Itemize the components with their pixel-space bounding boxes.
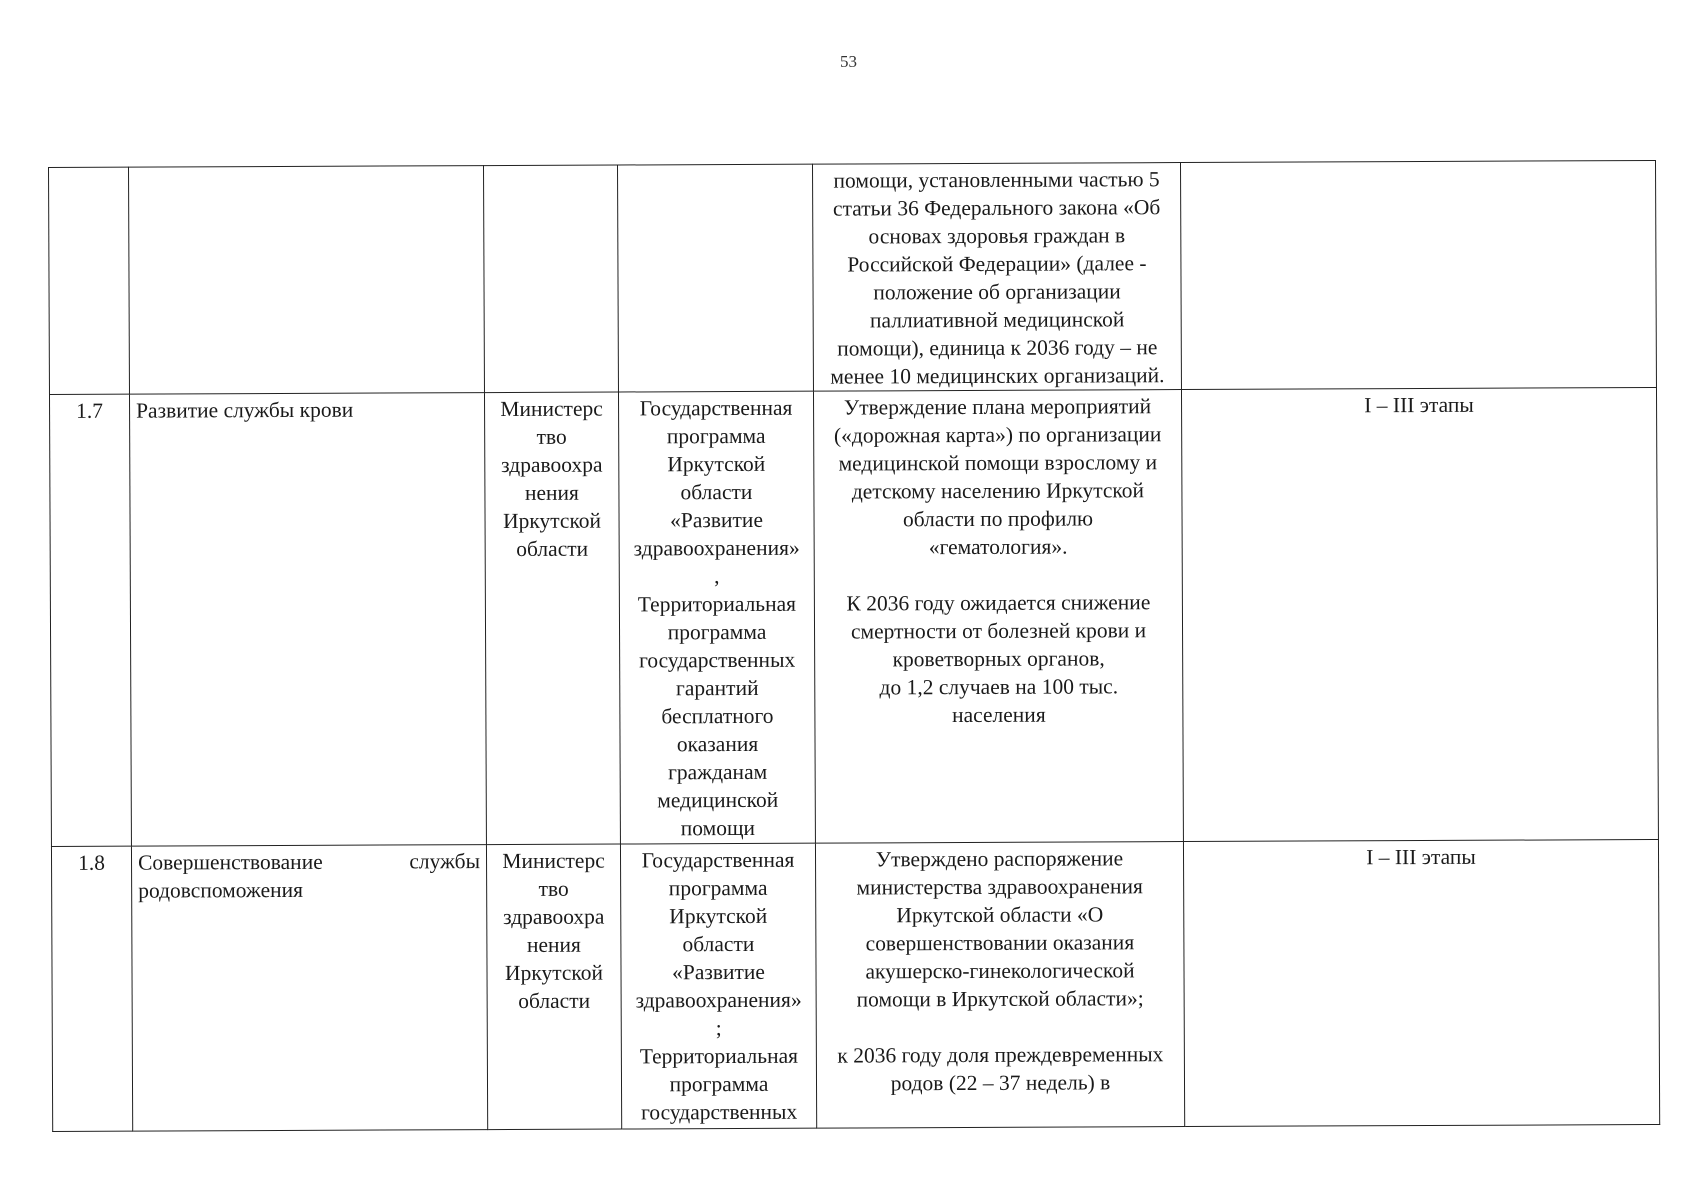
result-line: родов (22 – 37 недель) в — [890, 1070, 1111, 1096]
program-line: программа — [667, 619, 767, 645]
result-line: помощи, установленными частью 5 — [833, 167, 1160, 193]
result-line: Утверждение плана мероприятий — [843, 394, 1152, 420]
row-number-cell: 1.8 — [51, 846, 132, 1131]
stages-cell: I – III этапы — [1181, 387, 1658, 841]
measures-table — [48, 160, 1660, 1132]
result-line: совершенствовании оказания — [865, 930, 1135, 956]
program-cell — [618, 391, 815, 844]
paragraph-gap — [821, 560, 1176, 590]
program-line: медицинской — [657, 787, 779, 813]
measure-name-word: службы — [409, 849, 481, 874]
program-line: программа — [669, 1071, 769, 1097]
program-line: «Развитие — [672, 959, 765, 985]
executor-line: Министерс — [502, 848, 605, 874]
executor-line: Министерс — [500, 396, 603, 422]
executor-line: здравоохра — [503, 904, 605, 930]
row-number-cell: 1.7 — [49, 394, 131, 846]
measure-name-word: Совершенствование — [137, 849, 323, 875]
result-cell — [812, 163, 1181, 392]
measure-name: Развитие службы крови — [136, 397, 354, 423]
executor-line: Иркутской — [504, 960, 604, 986]
executor-line: тво — [538, 876, 569, 901]
result-line: акушерско-гинекологической — [865, 958, 1135, 984]
result-line: основах здоровья граждан в — [868, 223, 1126, 249]
stages-cell — [1180, 160, 1656, 389]
result-line: положение об организации — [873, 279, 1121, 305]
executor-line: тво — [536, 424, 567, 449]
result-line: министерства здравоохранения — [856, 874, 1143, 900]
table-row — [49, 160, 1657, 394]
paragraph-gap — [823, 1012, 1178, 1042]
measure-name-cell — [129, 393, 486, 847]
executor-line: области — [518, 988, 591, 1013]
program-cell — [617, 164, 813, 392]
executor-line: нения — [524, 480, 579, 505]
program-line: «Развитие — [670, 507, 764, 533]
result-line: детскому населению Иркутской — [851, 478, 1145, 504]
program-cell — [620, 843, 816, 1129]
program-line: помощи — [680, 815, 756, 841]
executor-line: здравоохра — [501, 452, 603, 478]
program-line: государственных — [639, 647, 796, 673]
program-line: государственных — [640, 1099, 798, 1125]
program-line: области — [680, 479, 753, 505]
executor-line: нения — [526, 932, 581, 957]
measure-name-first-line — [138, 847, 480, 876]
program-line: , — [714, 564, 720, 589]
executor-line: области — [516, 536, 589, 561]
program-line: программа — [668, 875, 768, 901]
executor-line: Иркутской — [502, 508, 602, 534]
program-line: Территориальная — [637, 591, 797, 617]
program-line: здравоохранения» — [635, 987, 802, 1013]
executor-cell — [484, 392, 620, 845]
program-line: Государственная — [641, 847, 795, 873]
result-line: менее 10 медицинских организаций. — [830, 363, 1165, 389]
result-line: Российской Федерации» (далее - — [847, 251, 1147, 277]
result-line: населения — [952, 702, 1046, 728]
result-line: паллиативной медицинской — [869, 307, 1125, 333]
row-number-cell — [49, 167, 130, 394]
measure-name-second-line: родовспоможения — [138, 877, 304, 903]
table-row — [49, 387, 1658, 846]
result-line: кроветворных органов, — [892, 646, 1105, 672]
program-line: здравоохранения» — [633, 535, 800, 561]
table-row — [51, 839, 1659, 1131]
result-line: «гематология». — [928, 534, 1068, 560]
page-number: 53 — [840, 52, 857, 71]
result-line: Утверждено распоряжение — [875, 846, 1124, 872]
result-line: К 2036 году ожидается снижение — [846, 590, 1151, 616]
result-line: смертности от болезней крови и — [850, 618, 1147, 644]
program-line: Государственная — [639, 395, 793, 421]
program-line: гарантий — [675, 675, 759, 701]
executor-cell — [483, 165, 618, 393]
result-line: до 1,2 случаев на 100 тыс. — [879, 674, 1119, 700]
result-line: («дорожная карта») по организации — [833, 422, 1162, 448]
executor-cell — [486, 844, 621, 1130]
program-line: гражданам — [668, 759, 768, 785]
result-cell — [815, 842, 1184, 1129]
program-line: Иркутской — [667, 451, 766, 477]
result-line: статьи 36 Федерального закона «Об — [832, 195, 1161, 221]
program-line: бесплатного — [661, 703, 774, 729]
result-line: Иркутской области «О — [896, 902, 1104, 928]
program-line: программа — [666, 423, 766, 449]
program-line: Иркутской — [669, 903, 768, 929]
result-line: области по профилю — [902, 506, 1094, 532]
result-line: помощи в Иркутской области»; — [856, 986, 1144, 1012]
measure-name-cell — [131, 845, 487, 1132]
stages-cell: I – III этапы — [1183, 839, 1659, 1126]
program-line: оказания — [676, 731, 759, 757]
result-cell — [813, 390, 1183, 844]
result-line: медицинской помощи взрослому и — [838, 450, 1158, 476]
program-line: Территориальная — [639, 1043, 799, 1069]
program-line: ; — [715, 1016, 722, 1041]
program-line: области — [682, 931, 755, 957]
result-line: помощи), единица к 2036 году – не — [837, 335, 1158, 361]
result-line: к 2036 году доля преждевременных — [837, 1042, 1164, 1068]
measure-name-cell — [129, 166, 485, 395]
